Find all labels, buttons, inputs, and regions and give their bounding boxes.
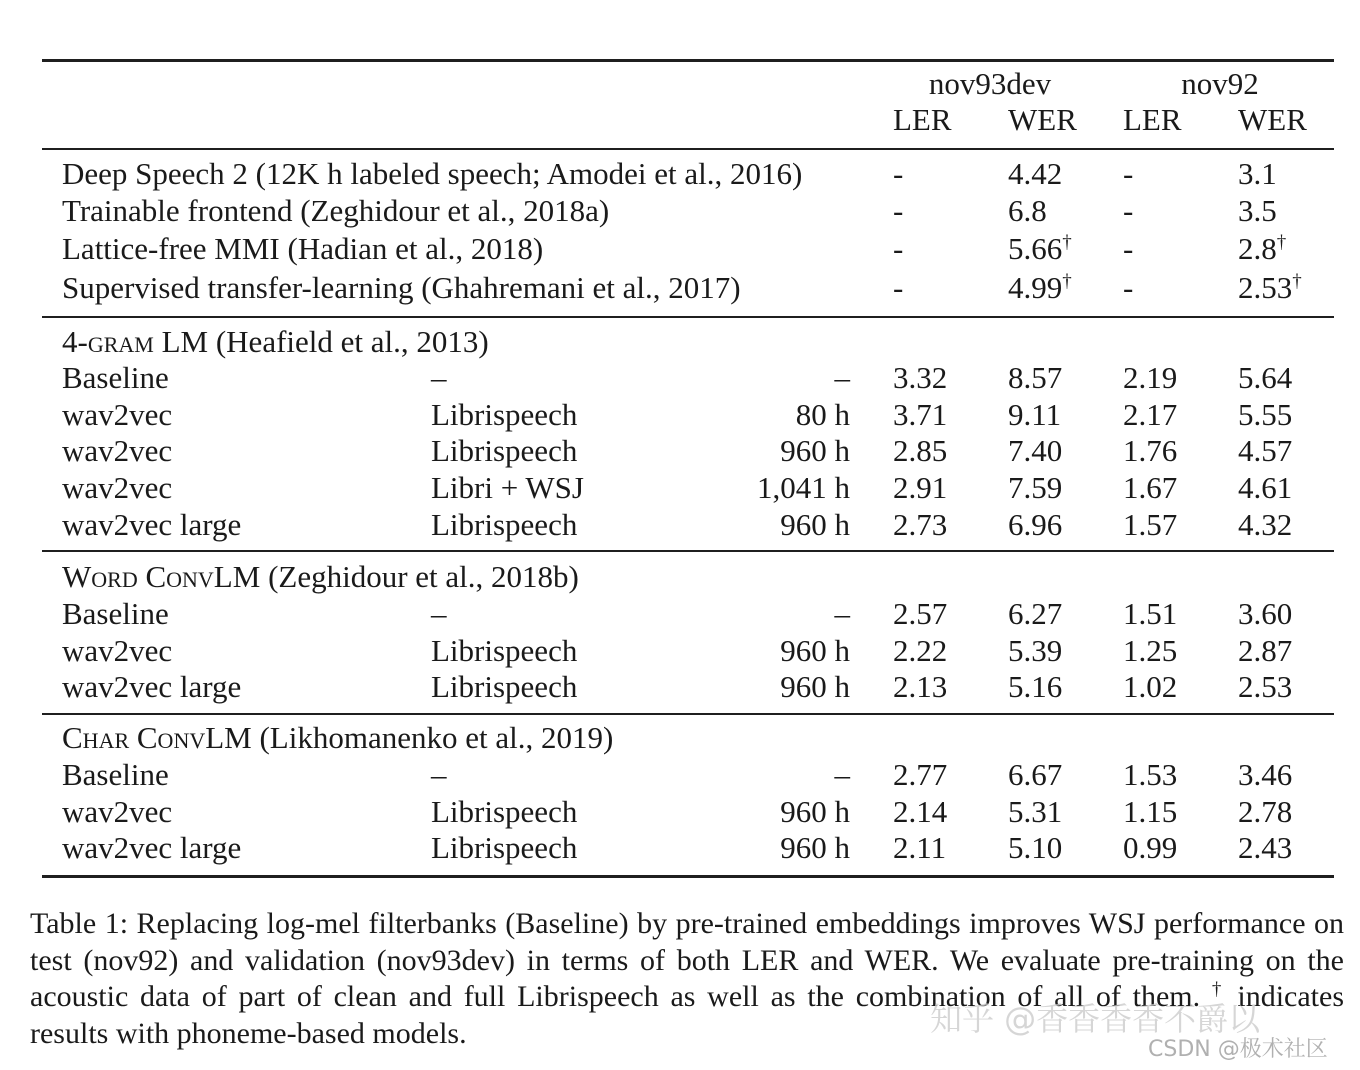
row-pretrain-hours: 960 h (780, 433, 850, 468)
section-rule-1 (42, 316, 1334, 318)
row-wer-test: 2.78 (1238, 794, 1293, 829)
wer-test-value: 3.1 (1238, 156, 1277, 191)
wer-dev-value: 6.8 (1008, 193, 1047, 228)
row-model: wav2vec large (62, 507, 242, 542)
header-group-nov92: nov92 (1181, 66, 1259, 101)
section-title-citation: (Likhomanenko et al., 2019) (251, 720, 614, 755)
row-pretrain-data: – (431, 757, 447, 792)
prior-row-ler-dev: - (893, 270, 904, 305)
row-pretrain-hours: 80 h (795, 397, 850, 432)
row-wer-dev: 5.10 (1008, 830, 1063, 865)
row-pretrain-hours: 1,041 h (757, 470, 850, 505)
row-ler-dev: 2.85 (893, 433, 948, 468)
bottom-rule (42, 875, 1334, 878)
prior-row-wer-test (1238, 270, 1302, 306)
row-ler-dev: 2.11 (893, 830, 947, 865)
prior-row-wer-dev (1008, 270, 1072, 306)
prior-row-ler-test: - (1123, 270, 1134, 305)
prior-row-ler-dev: - (893, 193, 904, 228)
row-pretrain-data: Librispeech (431, 633, 578, 668)
row-pretrain-data: Librispeech (431, 794, 578, 829)
section-title (62, 720, 613, 756)
row-ler-dev: 3.32 (893, 360, 948, 395)
row-model: wav2vec (62, 633, 173, 668)
row-wer-dev: 7.59 (1008, 470, 1063, 505)
prior-row-wer-dev (1008, 193, 1047, 229)
caption-dagger: † (1211, 979, 1226, 1000)
prior-row-name: Lattice-free MMI (Hadian et al., 2018) (62, 231, 544, 266)
row-ler-test: 1.51 (1123, 596, 1178, 631)
row-pretrain-hours: – (834, 360, 850, 395)
prior-row-name: Supervised transfer-learning (Ghahremani et al., 2017) (62, 270, 741, 305)
row-ler-dev: 2.14 (893, 794, 948, 829)
row-wer-dev: 5.31 (1008, 794, 1063, 829)
prior-row-wer-test (1238, 156, 1277, 192)
row-ler-test: 1.25 (1123, 633, 1178, 668)
dagger-mark: † (1062, 232, 1072, 253)
row-ler-dev: 2.57 (893, 596, 948, 631)
wer-test-value: 2.53 (1238, 270, 1293, 305)
row-pretrain-hours: 960 h (780, 794, 850, 829)
prior-row-wer-test (1238, 231, 1286, 267)
row-wer-dev: 5.39 (1008, 633, 1063, 668)
row-wer-dev: 6.67 (1008, 757, 1063, 792)
zhihu-watermark: 知乎 @香香香香不爵以 (930, 1000, 1261, 1038)
row-wer-dev: 6.96 (1008, 507, 1063, 542)
row-pretrain-data: Librispeech (431, 830, 578, 865)
prior-row-ler-dev: - (893, 156, 904, 191)
row-wer-test: 4.57 (1238, 433, 1293, 468)
prior-row-ler-test: - (1123, 231, 1134, 266)
row-wer-dev: 8.57 (1008, 360, 1063, 395)
row-model: Baseline (62, 596, 169, 631)
row-ler-test: 2.17 (1123, 397, 1178, 432)
row-wer-test: 5.64 (1238, 360, 1293, 395)
wer-dev-value: 5.66 (1008, 231, 1063, 266)
wer-dev-value: 4.99 (1008, 270, 1063, 305)
prior-row-ler-dev: - (893, 231, 904, 266)
row-model: wav2vec large (62, 669, 242, 704)
header-group-nov93dev: nov93dev (928, 66, 1052, 101)
header-col-ler-0: LER (893, 102, 952, 137)
prior-row-ler-test: - (1123, 193, 1134, 228)
row-wer-test: 2.53 (1238, 669, 1293, 704)
row-ler-test: 1.53 (1123, 757, 1178, 792)
row-model: wav2vec (62, 397, 173, 432)
row-ler-dev: 2.73 (893, 507, 948, 542)
section-title-lm-name: Word ConvLM (62, 559, 261, 594)
row-wer-dev: 9.11 (1008, 397, 1062, 432)
row-ler-test: 1.67 (1123, 470, 1178, 505)
prior-row-wer-dev (1008, 156, 1062, 192)
dagger-mark: † (1292, 271, 1302, 292)
header-col-ler-2: LER (1123, 102, 1182, 137)
row-ler-test: 1.15 (1123, 794, 1178, 829)
row-model: wav2vec large (62, 830, 242, 865)
dagger-mark: † (1276, 232, 1287, 253)
header-rule (42, 148, 1334, 150)
row-model: Baseline (62, 757, 169, 792)
row-pretrain-data: Librispeech (431, 507, 578, 542)
section-title-citation: (Zeghidour et al., 2018b) (260, 559, 579, 594)
prior-row-wer-test (1238, 193, 1277, 229)
header-col-wer-1: WER (1008, 102, 1077, 137)
row-wer-test: 2.43 (1238, 830, 1293, 865)
row-wer-test: 4.61 (1238, 470, 1293, 505)
row-wer-dev: 7.40 (1008, 433, 1063, 468)
section-title (62, 324, 489, 360)
row-pretrain-hours: 960 h (780, 669, 850, 704)
section-title-lm-name: 4-gram LM (62, 324, 209, 359)
row-model: wav2vec (62, 433, 173, 468)
section-title-citation: (Heafield et al., 2013) (208, 324, 489, 359)
row-pretrain-hours: – (834, 757, 850, 792)
caption-label: Table 1: (30, 907, 129, 940)
row-pretrain-data: Librispeech (431, 397, 578, 432)
prior-row-name: Trainable frontend (Zeghidour et al., 2018a) (62, 193, 610, 228)
row-ler-dev: 3.71 (893, 397, 948, 432)
row-model: wav2vec (62, 470, 173, 505)
wer-test-value: 3.5 (1238, 193, 1277, 228)
row-model: wav2vec (62, 794, 173, 829)
row-pretrain-data: – (431, 596, 447, 631)
row-ler-test: 2.19 (1123, 360, 1178, 395)
row-ler-dev: 2.91 (893, 470, 948, 505)
row-pretrain-hours: 960 h (780, 830, 850, 865)
row-pretrain-hours: – (834, 596, 850, 631)
dagger-mark: † (1062, 271, 1072, 292)
row-wer-test: 4.32 (1238, 507, 1293, 542)
row-wer-test: 3.60 (1238, 596, 1293, 631)
row-pretrain-hours: 960 h (780, 507, 850, 542)
row-ler-dev: 2.13 (893, 669, 948, 704)
row-model: Baseline (62, 360, 169, 395)
row-ler-dev: 2.77 (893, 757, 948, 792)
row-wer-test: 2.87 (1238, 633, 1293, 668)
row-wer-dev: 5.16 (1008, 669, 1063, 704)
row-ler-test: 1.57 (1123, 507, 1178, 542)
prior-row-ler-test: - (1123, 156, 1134, 191)
row-pretrain-data: Librispeech (431, 433, 578, 468)
row-ler-dev: 2.22 (893, 633, 948, 668)
section-rule-2 (42, 550, 1334, 552)
row-ler-test: 1.76 (1123, 433, 1178, 468)
section-title (62, 559, 579, 595)
row-pretrain-data: Librispeech (431, 669, 578, 704)
row-wer-test: 5.55 (1238, 397, 1293, 432)
row-wer-dev: 6.27 (1008, 596, 1063, 631)
row-ler-test: 1.02 (1123, 669, 1178, 704)
row-pretrain-hours: 960 h (780, 633, 850, 668)
row-ler-test: 0.99 (1123, 830, 1178, 865)
wer-test-value: 2.8 (1238, 231, 1277, 266)
row-pretrain-data: – (431, 360, 447, 395)
top-rule (42, 59, 1334, 62)
caption-text-part1: Replacing log-mel filterbanks (Baseline) by pre-trained embeddings improves WSJ performance on test (nov92) and validation (nov93dev) in terms of both LER and WER. We evaluate pre-training on the acoustic data of part of clean and full Librispeech as well as the combination of all of them. (30, 907, 1345, 1013)
caption-text-part2: indicates results with phoneme-based models. (30, 980, 1344, 1050)
header-col-wer-3: WER (1238, 102, 1307, 137)
prior-row-wer-dev (1008, 231, 1072, 267)
prior-row-name: Deep Speech 2 (12K h labeled speech; Amodei et al., 2016) (62, 156, 803, 191)
wer-dev-value: 4.42 (1008, 156, 1063, 191)
section-title-lm-name: Char ConvLM (62, 720, 252, 755)
section-rule-3 (42, 713, 1334, 715)
row-pretrain-data: Libri + WSJ (431, 470, 584, 505)
csdn-watermark: CSDN @极术社区 (1148, 1037, 1328, 1062)
row-wer-test: 3.46 (1238, 757, 1293, 792)
